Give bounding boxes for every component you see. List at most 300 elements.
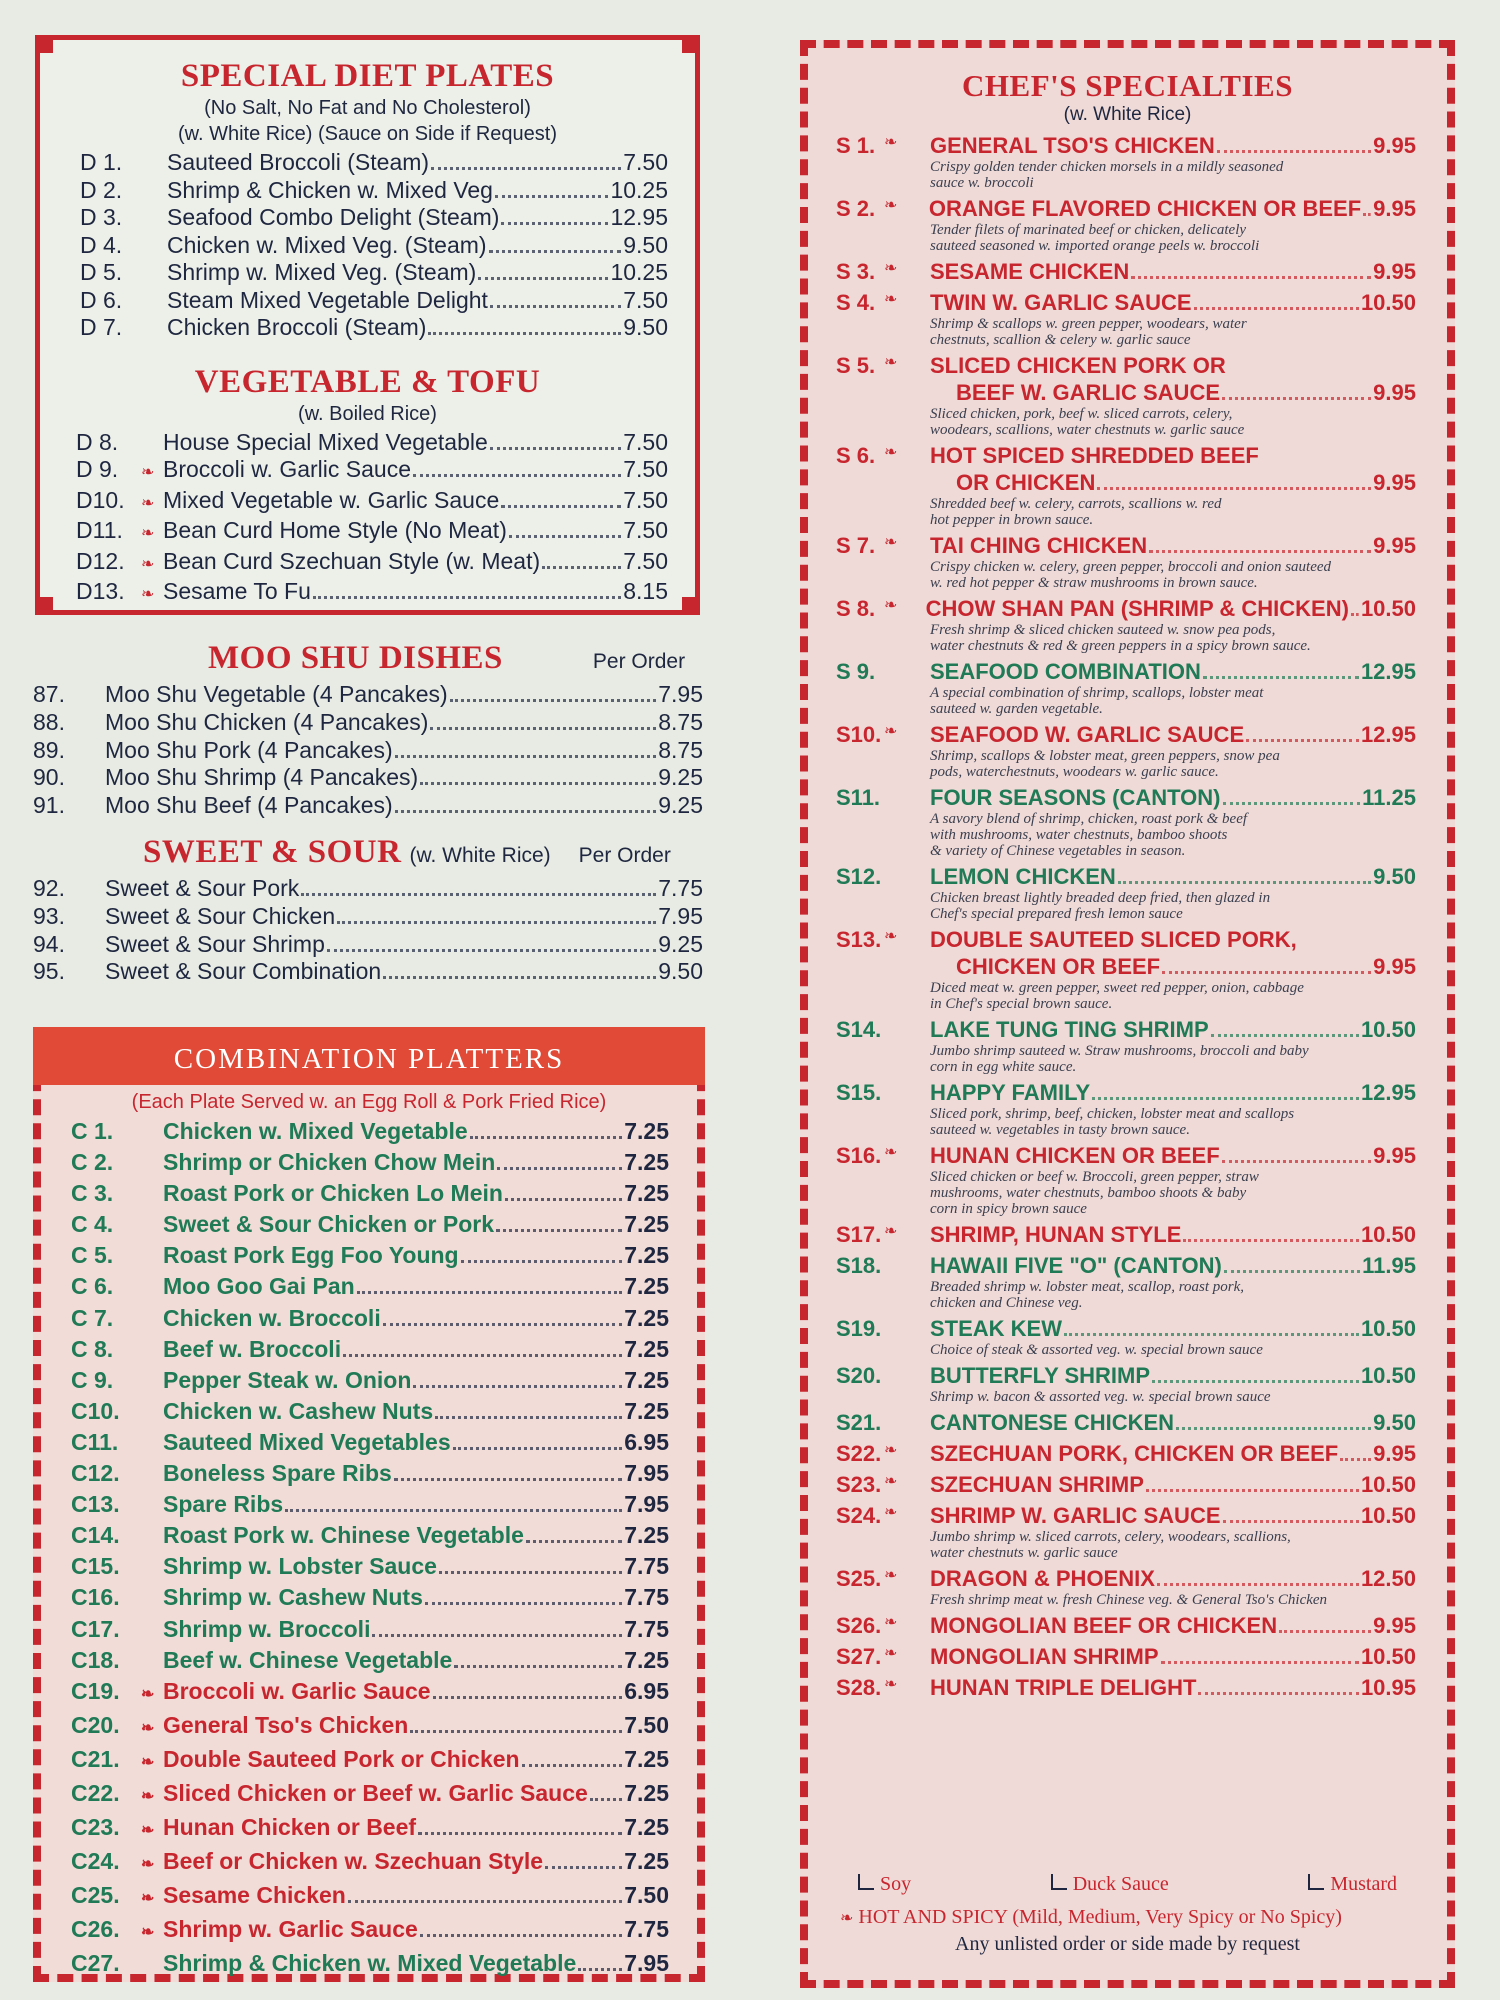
item-name: Moo Shu Pork (4 Pancakes) (105, 736, 393, 763)
menu-item (71, 1116, 669, 1147)
menu-item (71, 1582, 669, 1613)
item-code: 87. (33, 681, 65, 707)
specialty-item (836, 1315, 1416, 1358)
item-name: Chicken w. Cashew Nuts (163, 1397, 434, 1424)
pepper-icon: ❧ (141, 464, 155, 481)
item-price: 9.95 (1373, 1441, 1416, 1466)
item-name: SHRIMP, HUNAN STYLE (930, 1222, 1182, 1247)
pepper-icon: ❧ (884, 1645, 898, 1662)
item-code: S27. (836, 1644, 882, 1669)
item-code: C21. (71, 1745, 120, 1772)
specialty-name-row (836, 1142, 1416, 1169)
item-code: C 7. (71, 1304, 114, 1331)
item-name: MONGOLIAN BEEF OR CHICKEN (930, 1613, 1278, 1638)
chefs-specialties-panel (800, 40, 1455, 1988)
leader-dots (431, 167, 621, 170)
item-code: 92. (33, 874, 65, 901)
item-price: 7.50 (623, 456, 668, 482)
leader-dots (433, 1696, 623, 1699)
menu-item (71, 1846, 669, 1880)
item-code: S13. (836, 927, 882, 952)
pepper-icon: ❧ (884, 1676, 898, 1693)
menu-item (76, 578, 668, 609)
menu-item (33, 709, 703, 737)
leader-dots (1217, 150, 1371, 153)
item-price: 7.75 (624, 1584, 669, 1611)
pepper-icon: ❧ (884, 354, 898, 371)
item-name: TAI CHING CHICKEN (930, 533, 1148, 558)
veg-tofu-list (76, 429, 668, 609)
special-diet-panel (35, 35, 700, 615)
item-code: S17. (836, 1222, 882, 1247)
veg-tofu-title: VEGETABLE & TOFU (194, 363, 541, 400)
item-price: 10.50 (1360, 596, 1416, 621)
item-price: 7.25 (624, 1745, 669, 1772)
item-price: 7.50 (623, 547, 668, 574)
item-code: D 8. (76, 428, 119, 455)
item-code: S 9. (836, 659, 876, 684)
item-name: Sweet & Sour Chicken (105, 902, 336, 929)
leader-dots (428, 332, 621, 335)
leader-dots (542, 566, 621, 569)
specialty-name-row (836, 1612, 1416, 1639)
pepper-icon: ❧ (141, 1856, 155, 1874)
leader-dots (337, 921, 656, 924)
menu-item (71, 1458, 669, 1489)
item-code: C25. (71, 1882, 120, 1909)
pepper-icon: ❧ (884, 723, 898, 740)
item-name: Hunan Chicken or Beef (163, 1814, 417, 1841)
leader-dots (1092, 1097, 1359, 1100)
specialty-item (836, 1142, 1416, 1217)
per-order-label: Per Order (592, 650, 686, 673)
item-name: Bean Curd Szechuan Style (w. Meat) (163, 547, 541, 574)
item-code: C 6. (71, 1273, 114, 1300)
chefs-specialties-note: (w. White Rice) (1063, 104, 1192, 125)
menu-item (71, 1520, 669, 1551)
specialty-item (836, 195, 1416, 254)
menu-item (71, 1948, 669, 1979)
menu-item (76, 456, 668, 487)
leader-dots (395, 755, 657, 758)
leader-dots (343, 1354, 622, 1357)
item-name: Beef w. Chinese Vegetable (163, 1646, 453, 1673)
specialty-name-row (836, 1362, 1416, 1389)
item-name: SEAFOOD W. GARLIC SAUCE (930, 722, 1245, 747)
menu-item (71, 1334, 669, 1365)
menu-item (33, 792, 703, 820)
specialty-name-row (836, 1016, 1416, 1043)
sweet-sour-title: SWEET & SOUR (143, 833, 402, 870)
item-name: CHOW SHAN PAN (SHRIMP & CHICKEN) (925, 596, 1349, 621)
item-code: C23. (71, 1814, 120, 1841)
specialty-item (836, 1674, 1416, 1701)
moo-shu-list (33, 681, 703, 820)
specialty-item (836, 1565, 1416, 1608)
item-code: D12. (76, 547, 125, 574)
item-name: SESAME CHICKEN (930, 259, 1130, 284)
item-code: D 9. (76, 456, 119, 482)
leader-dots (1340, 1458, 1371, 1461)
item-price: 9.95 (1373, 380, 1416, 405)
item-name: Shrimp or Chicken Chow Mein (163, 1149, 496, 1176)
item-name: DRAGON & PHOENIX (930, 1566, 1155, 1591)
item-code: C16. (71, 1584, 120, 1611)
item-name: Roast Pork or Chicken Lo Mein (163, 1180, 503, 1207)
item-name: Sesame To Fu (163, 578, 311, 604)
leader-dots (495, 195, 608, 198)
leader-dots (501, 505, 621, 508)
leader-dots (505, 1198, 622, 1201)
specialty-item (836, 289, 1416, 348)
menu-item (33, 958, 703, 986)
item-description: Tender filets of marinated beef or chicken, delicately sauteed seasoned w. imported orange peels w. broccoli (930, 222, 1260, 254)
item-name: General Tso's Chicken (163, 1711, 409, 1738)
specialty-item (836, 1252, 1416, 1311)
leader-dots (301, 893, 656, 896)
item-code: 89. (33, 736, 65, 763)
item-code: C17. (71, 1615, 120, 1642)
specialty-item (836, 1612, 1416, 1639)
leader-dots (453, 1447, 623, 1450)
item-description: Crispy golden tender chicken morsels in a mildly seasoned sauce w. broccoli (930, 159, 1284, 191)
item-name: DOUBLE SAUTEED SLICED PORK, (930, 927, 1297, 952)
item-price: 11.95 (1362, 1253, 1416, 1278)
specialty-item (836, 595, 1416, 654)
special-diet-note: (No Salt, No Fat and No Cholesterol) (204, 97, 531, 119)
leader-dots (372, 1634, 622, 1637)
menu-item (71, 1880, 669, 1914)
leader-dots (1246, 739, 1359, 742)
item-price: 11.25 (1362, 785, 1416, 810)
pepper-icon: ❧ (884, 260, 898, 277)
item-name: SHRIMP W. GARLIC SAUCE (930, 1503, 1221, 1528)
item-name-continued: CHICKEN OR BEEF (956, 954, 1161, 979)
item-price: 9.50 (623, 231, 668, 258)
leader-dots (1162, 971, 1371, 974)
leader-dots (526, 1540, 622, 1543)
specialty-name-row (836, 1643, 1416, 1670)
specialty-name-row (836, 258, 1416, 285)
item-code: S22. (836, 1441, 882, 1466)
menu-item (80, 259, 668, 287)
menu-item (71, 1676, 669, 1710)
item-code: D 3. (80, 204, 123, 230)
leader-dots (1222, 1160, 1371, 1163)
item-code: S12. (836, 864, 882, 889)
specialty-item (836, 1440, 1416, 1467)
item-name: Beef w. Broccoli (163, 1335, 342, 1362)
item-description: Shrimp, scallops & lobster meat, green peppers, snow pea pods, waterchestnuts, woodears w. garlic sauce. (930, 748, 1280, 780)
item-name: SZECHUAN SHRIMP (930, 1472, 1144, 1497)
leader-dots (1118, 881, 1371, 884)
item-code: D 6. (80, 286, 123, 313)
pepper-icon: ❧ (141, 555, 155, 573)
checkbox-icon (1308, 1874, 1324, 1890)
item-description: Breaded shrimp w. lobster meat, scallop, roast pork, chicken and Chinese veg. (930, 1279, 1245, 1311)
leader-dots (420, 1934, 622, 1937)
specialty-item (836, 1362, 1416, 1405)
item-name: Sweet & Sour Pork (105, 874, 300, 901)
item-code: S 4. (836, 290, 876, 315)
item-name: HUNAN CHICKEN OR BEEF (930, 1143, 1220, 1168)
item-price: 10.50 (1360, 1503, 1416, 1528)
pepper-icon: ❧ (840, 1910, 854, 1927)
leader-dots (454, 1665, 622, 1668)
specialty-item (836, 1221, 1416, 1248)
item-price: 9.95 (1373, 196, 1416, 221)
item-price: 9.95 (1373, 1613, 1416, 1638)
item-price: 12.95 (610, 204, 668, 230)
item-price: 9.25 (658, 764, 703, 791)
item-name: Shrimp w. Garlic Sauce (163, 1916, 418, 1943)
item-name: Moo Shu Vegetable (4 Pancakes) (105, 681, 448, 707)
item-name: Chicken w. Broccoli (163, 1304, 381, 1331)
item-code: S28. (836, 1675, 882, 1700)
item-code: D 5. (80, 259, 123, 285)
item-code: C 8. (71, 1335, 114, 1362)
item-code: C24. (71, 1848, 120, 1875)
specialty-name-row (836, 1471, 1416, 1498)
leader-dots (394, 1478, 622, 1481)
item-price: 9.95 (1373, 470, 1416, 495)
specialty-name-row (836, 953, 1416, 980)
item-code: 88. (33, 708, 65, 735)
item-name: HUNAN TRIPLE DELIGHT (930, 1675, 1197, 1700)
pepper-icon: ❧ (884, 928, 898, 945)
leader-dots (489, 250, 622, 253)
item-description: A special combination of shrimp, scallops, lobster meat sauteed w. garden vegetable. (930, 685, 1264, 717)
item-code: S10. (836, 722, 882, 747)
leader-dots (413, 474, 621, 477)
menu-item (33, 681, 703, 709)
item-price: 12.50 (1360, 1566, 1416, 1591)
leader-dots (383, 976, 656, 979)
item-code: D 7. (80, 314, 123, 340)
menu-item (71, 1778, 669, 1812)
item-price: 9.95 (1373, 133, 1416, 158)
combination-title: COMBINATION PLATTERS (33, 1027, 705, 1085)
item-name: Shrimp w. Lobster Sauce (163, 1553, 437, 1580)
leader-dots (420, 782, 656, 785)
item-price: 7.25 (624, 1366, 669, 1393)
leader-dots (478, 277, 608, 280)
item-name: Double Sauteed Pork or Chicken (163, 1745, 520, 1772)
leader-dots (1224, 1270, 1360, 1273)
item-price: 10.25 (610, 176, 668, 203)
specialty-name-row (836, 1409, 1416, 1436)
item-code: D11. (76, 517, 123, 543)
pepper-icon: ❧ (884, 197, 898, 214)
item-code: S15. (836, 1080, 882, 1105)
leader-dots (1279, 1630, 1371, 1633)
item-price: 8.15 (623, 578, 668, 604)
specialty-name-row (836, 926, 1416, 953)
item-name: Sauteed Broccoli (Steam) (167, 149, 430, 175)
specialty-name-row (836, 1221, 1416, 1248)
pepper-icon: ❧ (141, 1685, 155, 1703)
item-code: C22. (71, 1779, 120, 1806)
leader-dots (501, 222, 608, 225)
checkbox-icon (858, 1874, 874, 1890)
item-code: C11. (71, 1428, 119, 1455)
leader-dots (1198, 1692, 1358, 1695)
menu-item (76, 517, 668, 548)
item-code: S 2. (836, 196, 876, 221)
specialty-name-row (836, 1565, 1416, 1592)
specialty-name-row (836, 658, 1416, 685)
item-price: 10.25 (610, 259, 668, 285)
item-name: Boneless Spare Ribs (163, 1460, 392, 1487)
menu-item (71, 1240, 669, 1271)
menu-item (71, 1365, 669, 1396)
item-name: Chicken w. Mixed Veg. (Steam) (167, 231, 487, 258)
leader-dots (285, 1509, 622, 1512)
item-price: 7.25 (624, 1397, 669, 1424)
leader-dots (1223, 1520, 1359, 1523)
menu-item (71, 1427, 669, 1458)
item-name: Roast Pork w. Chinese Vegetable (163, 1522, 524, 1549)
menu-item (71, 1614, 669, 1645)
item-price: 12.95 (1360, 1080, 1416, 1105)
pepper-icon: ❧ (141, 525, 155, 542)
leader-dots (439, 1571, 622, 1574)
pepper-icon: ❧ (141, 586, 155, 603)
item-code: S11. (836, 785, 881, 810)
combination-platters-panel (33, 1027, 705, 1982)
pepper-icon: ❧ (884, 1473, 898, 1490)
item-name: LAKE TUNG TING SHRIMP (930, 1017, 1209, 1042)
specialty-name-row (836, 195, 1416, 222)
item-code: S20. (836, 1363, 882, 1388)
specialty-item (836, 352, 1416, 438)
item-price: 10.50 (1360, 290, 1416, 315)
specialty-item (836, 532, 1416, 591)
item-name-continued: BEEF W. GARLIC SAUCE (956, 380, 1221, 405)
leader-dots (1351, 613, 1359, 616)
item-code: C13. (71, 1491, 120, 1518)
item-code: S 1. (836, 133, 876, 158)
item-price: 7.50 (624, 1711, 669, 1738)
item-code: S 8. (836, 596, 876, 621)
item-code: 93. (33, 902, 65, 929)
specialty-name-row (836, 379, 1416, 406)
item-description: Chicken breast lightly breaded deep fried, then glazed in Chef's special prepared fresh lemon sauce (930, 890, 1271, 922)
specialty-item (836, 442, 1416, 528)
leader-dots (578, 1968, 622, 1971)
menu-item (76, 487, 668, 518)
item-name: Shrimp w. Cashew Nuts (163, 1584, 423, 1611)
item-code: S18. (836, 1253, 882, 1278)
spicy-note: ❧ HOT AND SPICY (Mild, Medium, Very Spicy or No Spicy) (840, 1906, 1342, 1928)
item-name: House Special Mixed Vegetable (163, 428, 488, 455)
item-code: 90. (33, 764, 65, 791)
menu-item (80, 287, 668, 315)
item-price: 7.25 (624, 1118, 669, 1144)
leader-dots (545, 1866, 622, 1869)
item-price: 8.75 (658, 708, 703, 735)
item-name: Moo Shu Shrimp (4 Pancakes) (105, 764, 419, 791)
item-code: C19. (71, 1677, 120, 1704)
item-price: 9.25 (658, 792, 703, 819)
leader-dots (470, 1136, 623, 1139)
per-order-label: Per Order (578, 843, 671, 867)
item-code: S16. (836, 1143, 882, 1168)
item-price: 7.25 (624, 1646, 669, 1673)
leader-dots (1152, 1380, 1359, 1383)
leader-dots (490, 305, 621, 308)
leader-dots (1211, 1034, 1359, 1037)
specialty-item (836, 721, 1416, 780)
item-price: 10.50 (1360, 1472, 1416, 1497)
item-name: Beef or Chicken w. Szechuan Style (163, 1848, 544, 1875)
pepper-icon: ❧ (141, 1890, 155, 1908)
item-name: Shrimp & Chicken w. Mixed Veg (167, 176, 493, 203)
item-price: 10.50 (1360, 1316, 1416, 1341)
item-name: Moo Shu Beef (4 Pancakes) (105, 792, 393, 819)
item-name: ORANGE FLAVORED CHICKEN OR BEEF (928, 196, 1362, 221)
specialty-name-row (836, 1079, 1416, 1106)
leader-dots (497, 1167, 622, 1170)
leader-dots (1131, 276, 1371, 279)
item-price: 9.25 (658, 930, 703, 957)
item-description: Jumbo shrimp w. sliced carrots, celery, woodears, scallions, water chestnuts w. garlic sauce (930, 1529, 1291, 1561)
item-name: LEMON CHICKEN (930, 864, 1116, 889)
item-code: S14. (836, 1017, 882, 1042)
specialty-name-row (836, 1502, 1416, 1529)
leader-dots (348, 1900, 622, 1903)
specialty-name-row (836, 132, 1416, 159)
menu-item (80, 177, 668, 205)
leader-dots (435, 1416, 622, 1419)
item-name: Spare Ribs (163, 1491, 284, 1518)
menu-item (33, 737, 703, 765)
combination-note: (Each Plate Served w. an Egg Roll & Pork Fried Rice) (131, 1091, 607, 1113)
leader-dots (430, 727, 656, 730)
menu-item (71, 1396, 669, 1427)
item-code: C 2. (71, 1149, 114, 1176)
item-name-continued: OR CHICKEN (956, 470, 1096, 495)
item-code: C26. (71, 1916, 120, 1943)
leader-dots (1203, 676, 1359, 679)
item-price: 7.95 (658, 902, 703, 929)
leader-dots (1363, 213, 1371, 216)
menu-item (71, 1178, 669, 1209)
option-mustard: Mustard (1308, 1873, 1397, 1896)
pepper-icon: ❧ (141, 1787, 155, 1805)
item-price: 7.25 (624, 1522, 669, 1549)
item-price: 12.95 (1360, 722, 1416, 747)
item-code: S 7. (836, 533, 876, 558)
corner-decoration (682, 597, 700, 615)
item-description: Crispy chicken w. celery, green pepper, broccoli and onion sauteed w. red hot pepper & straw mushrooms in brown sauce. (930, 559, 1332, 591)
item-code: S23. (836, 1472, 882, 1497)
specialty-name-row (836, 1674, 1416, 1701)
item-price: 10.50 (1360, 1363, 1416, 1388)
item-price: 6.95 (624, 1428, 669, 1455)
menu-item (80, 204, 668, 232)
leader-dots (357, 1291, 623, 1294)
specialty-item (836, 658, 1416, 717)
leader-dots (327, 949, 656, 952)
specialty-item (836, 1502, 1416, 1561)
item-price: 7.95 (624, 1950, 669, 1977)
item-price: 7.25 (624, 1149, 669, 1176)
item-description: Fresh shrimp meat w. fresh Chinese veg. & General Tso's Chicken (930, 1592, 1328, 1608)
special-diet-note: (w. White Rice) (Sauce on Side if Request) (177, 123, 558, 145)
leader-dots (395, 810, 657, 813)
item-price: 7.25 (624, 1273, 669, 1300)
